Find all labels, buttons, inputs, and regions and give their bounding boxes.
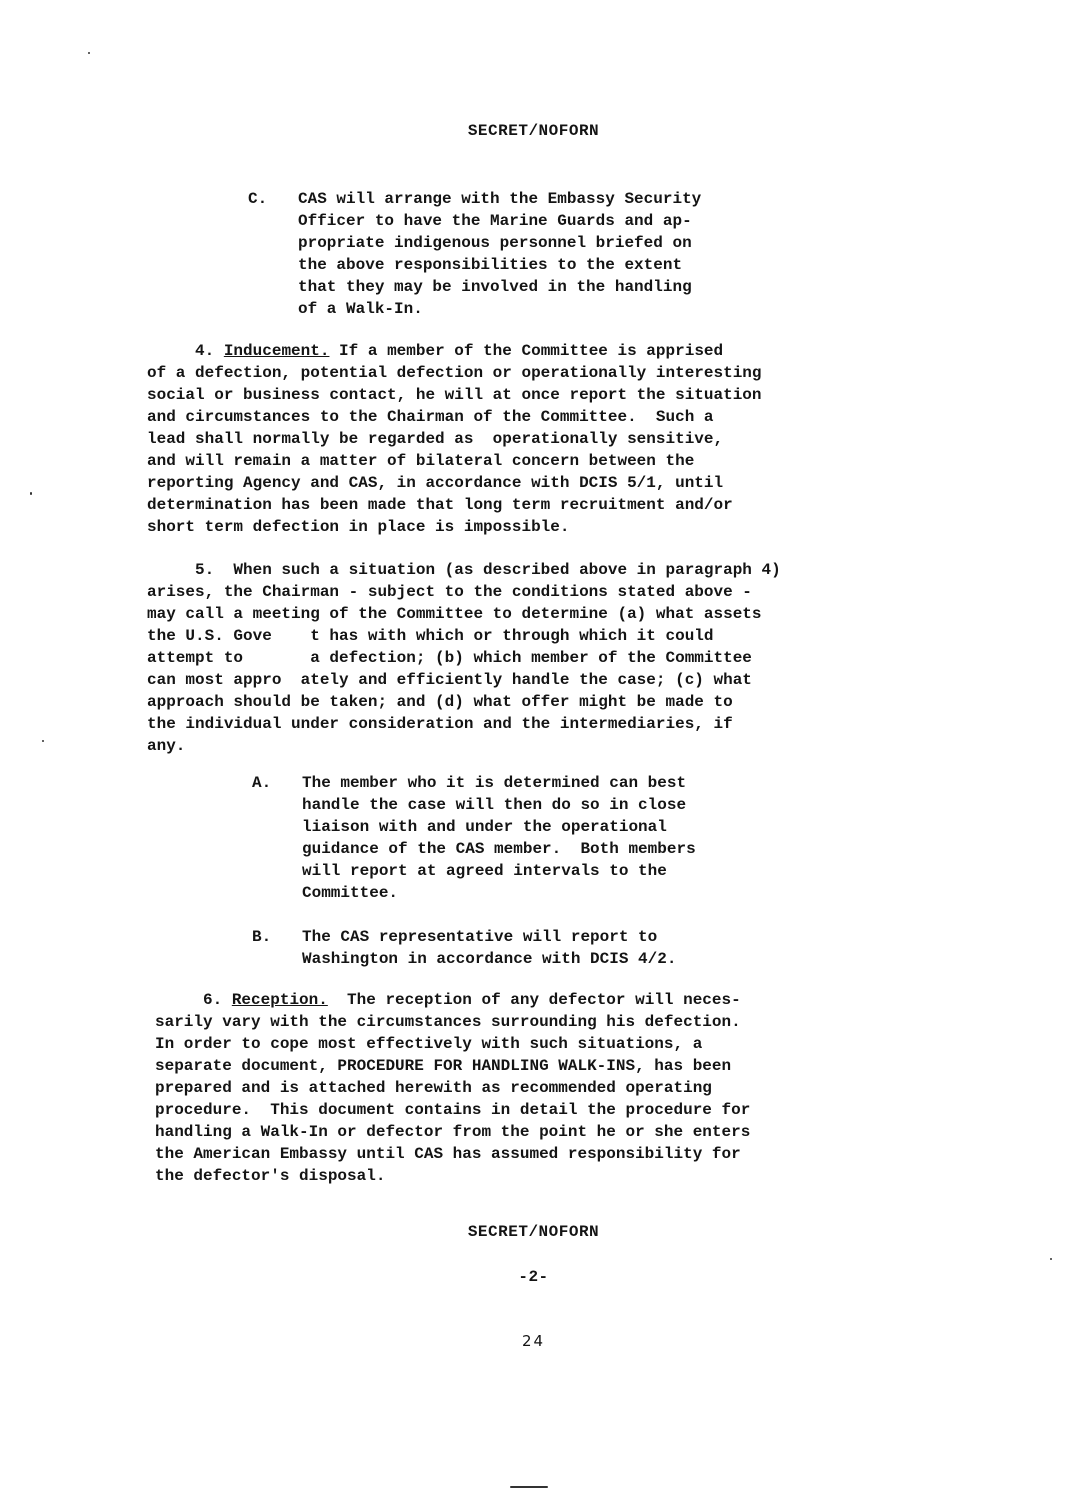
paragraph-4-title: Inducement. (223, 342, 330, 360)
paragraph-5 (147, 559, 987, 757)
item-a-line: will report at agreed intervals to the (302, 862, 667, 880)
paragraph-5-line: any. (147, 737, 186, 755)
scan-mark (510, 1486, 548, 1488)
paragraph-4-line: reporting Agency and CAS, in accordance with DCIS 5/1, until (147, 474, 724, 492)
item-b (252, 926, 872, 972)
paragraph-6-first-text: The reception of any defector will neces- (327, 991, 741, 1009)
item-a-line: guidance of the CAS member. Both members (302, 840, 696, 858)
scan-mark (30, 492, 32, 495)
paragraph-6-line: procedure. This document contains in detail the procedure for (155, 1101, 751, 1119)
item-a-line: liaison with and under the operational (302, 818, 667, 836)
paragraph-6-line: In order to cope most effectively with such situations, a (155, 1035, 703, 1053)
paragraph-6-line: sarily vary with the circumstances surrounding his defection. (155, 1013, 741, 1031)
paragraph-6-line: prepared and is attached herewith as recommended operating (155, 1079, 712, 1097)
scan-mark (1050, 1258, 1052, 1260)
paragraph-4-first-text: If a member of the Committee is apprised (329, 342, 724, 360)
item-c-body (298, 188, 701, 320)
paragraph-4-line: determination has been made that long term recruitment and/or (147, 496, 733, 514)
paragraph-4-line: of a defection, potential defection or operationally interesting (147, 364, 762, 382)
paragraph-5-line: the U.S. Gove t has with which or through which it could (147, 627, 714, 645)
paragraph-6-line: the defector's disposal. (155, 1167, 386, 1185)
page-number: 24 (521, 1332, 546, 1350)
paragraph-6-line: handling a Walk-In or defector from the point he or she enters (155, 1123, 751, 1141)
paragraph-6 (155, 989, 995, 1187)
item-b-letter: B. (252, 928, 272, 946)
item-c-line: Officer to have the Marine Guards and ap- (298, 212, 692, 230)
paragraph-5-line: 5. When such a situation (as described above in paragraph 4) (147, 561, 781, 579)
item-b-line: Washington in accordance with DCIS 4/2. (302, 950, 677, 968)
paragraph-5-line: the individual under consideration and the intermediaries, if (147, 715, 733, 733)
paragraph-5-line: can most appro ately and efficiently handle the case; (c) what (147, 671, 752, 689)
item-a-line: The member who it is determined can best (302, 774, 687, 792)
scan-mark (88, 52, 90, 54)
item-c (248, 188, 868, 323)
item-b-line: The CAS representative will report to (302, 928, 658, 946)
item-c-line: that they may be involved in the handling (298, 278, 692, 296)
item-b-body (302, 926, 676, 970)
item-a-letter: A. (252, 774, 272, 792)
paragraph-6-first-line (155, 989, 995, 1011)
paragraph-5-line: approach should be taken; and (d) what offer might be made to (147, 693, 733, 711)
item-c-line: the above responsibilities to the extent (298, 256, 683, 274)
paragraph-4 (147, 340, 987, 538)
classification-footer: SECRET/NOFORN (467, 1223, 600, 1241)
item-a-body (302, 772, 696, 904)
paragraph-4-line: and will remain a matter of bilateral concern between the (147, 452, 695, 470)
item-a (252, 772, 872, 907)
paragraph-6-title: Reception. (231, 991, 328, 1009)
scan-mark (42, 740, 44, 742)
item-a-line: Committee. (302, 884, 399, 902)
paragraph-4-line: short term defection in place is impossible. (147, 518, 570, 536)
item-c-line: propriate indigenous personnel briefed on (298, 234, 692, 252)
paragraph-5-line: may call a meeting of the Committee to determine (a) what assets (147, 605, 762, 623)
paragraph-4-first-line (147, 340, 987, 362)
paragraph-4-line: social or business contact, he will at once report the situation (147, 386, 762, 404)
classification-header: SECRET/NOFORN (467, 122, 600, 140)
item-a-line: handle the case will then do so in close (302, 796, 687, 814)
paragraph-4-number: 4. (195, 342, 215, 360)
paragraph-4-line: lead shall normally be regarded as operationally sensitive, (147, 430, 724, 448)
paragraph-5-line: attempt to a defection; (b) which member of the Committee (147, 649, 752, 667)
item-c-line: CAS will arrange with the Embassy Security (298, 190, 702, 208)
page-marker: -2- (518, 1268, 549, 1286)
paragraph-6-line: separate document, PROCEDURE FOR HANDLING WALK-INS, has been (155, 1057, 732, 1075)
paragraph-5-line: arises, the Chairman - subject to the conditions stated above - (147, 583, 752, 601)
paragraph-4-line: and circumstances to the Chairman of the Committee. Such a (147, 408, 714, 426)
paragraph-6-number: 6. (203, 991, 223, 1009)
item-c-line: of a Walk-In. (298, 300, 423, 318)
paragraph-6-line: the American Embassy until CAS has assumed responsibility for (155, 1145, 741, 1163)
item-c-letter: C. (248, 190, 268, 208)
